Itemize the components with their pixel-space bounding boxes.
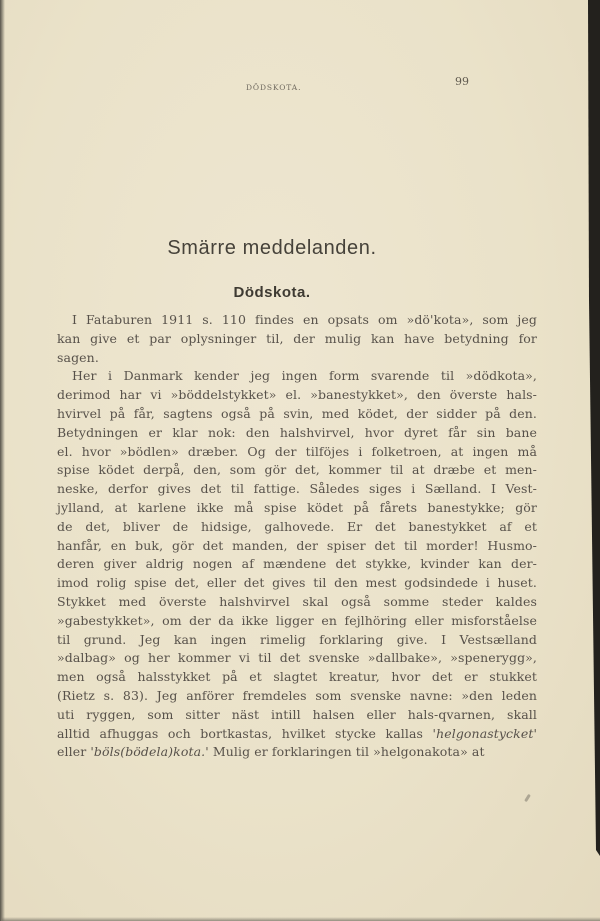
text-line: hanfår, en buk, gör det manden, der spiser det til morder! Husmo-	[57, 537, 537, 553]
text-line: eller 'böls(bödela)kota.' Mulig er forklaringen til »helgonakota» at	[57, 744, 485, 760]
text-line: I Fataburen 1911 s. 110 findes en opsats om »dö'kota», som jeg	[72, 312, 537, 327]
page-edge-bottom	[2, 917, 600, 921]
text-line: alltid afhuggas och bortkastas, hvilket stycke kallas 'helgonastycket'	[57, 725, 537, 741]
text-line: kan give et par oplysninger til, der mulig kan have betydning for	[57, 330, 537, 346]
body-text	[57, 311, 537, 762]
text-line: deren giver aldrig nogen af mændene det stykke, kvinder kan der-	[57, 556, 537, 572]
text-line: uti ryggen, som sitter näst intill halsen eller hals-qvarnen, skall	[57, 706, 537, 722]
text-line: »dalbag» og her kommer vi til det svenske »dallbake», »spenerygg»,	[57, 650, 537, 666]
text-line: spise ködet derpå, den, som gör det, kommer til at dræbe et men-	[57, 462, 537, 478]
text-line: til grund. Jeg kan ingen rimelig forklaring give. I Vestsælland	[57, 631, 537, 647]
text-line: Betydningen er klar nok: den halshvirvel, hvor dyret får sin bane	[57, 424, 537, 440]
text-line: men også halsstykket på et slagtet kreatur, hvor det er stukket	[57, 669, 537, 685]
text-line: jylland, at karlene ikke må spise ködet på fårets banestykke; gör	[57, 499, 537, 515]
text-line: Stykket med överste halshvirvel skal også somme steder kaldes	[57, 593, 537, 609]
page-number: 99	[455, 75, 469, 88]
article-title: Smärre meddelanden.	[167, 237, 377, 259]
text-line: el. hvor »bödlen» dræber. Og der tilföjes i folketroen, at ingen må	[57, 443, 537, 459]
text-line: »gabestykket», om der da ikke ligger en fejlhöring eller misforståelse	[57, 612, 537, 628]
text-line: neske, derfor gives det til fattige. Således siges i Sælland. I Vest-	[57, 481, 537, 497]
text-line: sagen.	[57, 349, 99, 365]
text-line: Her i Danmark kender jeg ingen form svarende til »dödkota»,	[72, 368, 537, 384]
text-line: derimod har vi »böddelstykket» el. »banestykket», den överste hals-	[57, 387, 537, 403]
page-edge-left	[0, 0, 5, 921]
text-line: (Rietz s. 83). Jeg anförer fremdeles som svenske navne: »den leden	[57, 687, 537, 703]
section-heading: Dödskota.	[233, 284, 311, 301]
running-title: DÖDSKOTA.	[246, 83, 302, 92]
text-line: de det, bliver de hidsige, galhovede. Er det banestykket af et	[57, 518, 537, 534]
text-line: imod rolig spise det, eller det gives til den mest godsindede i huset.	[57, 575, 537, 591]
text-line: hvirvel på får, sagtens også på svin, med ködet, der sidder på den.	[57, 405, 537, 421]
